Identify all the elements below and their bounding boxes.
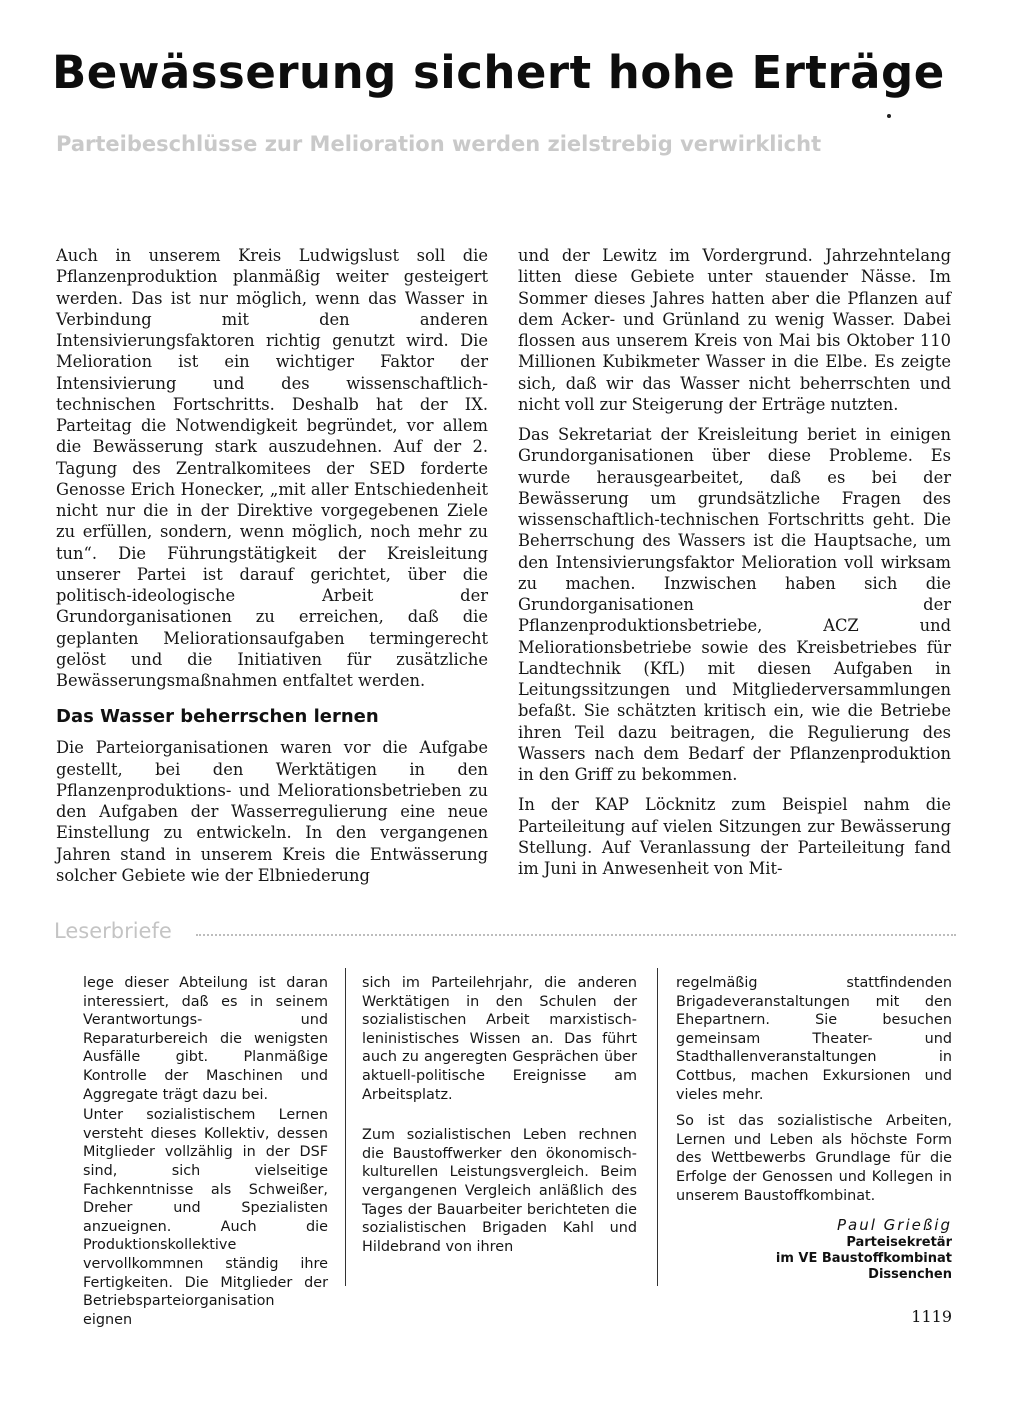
subheadline: Parteibeschlüsse zur Melioration werden zielstrebig verwirklicht: [56, 132, 822, 156]
article-paragraph: Das Sekretariat der Kreisleitung beriet in einigen Grundorganisationen über diese Probleme. Es wurde herausgearbeitet, daß es bei der Bewässerung um grundsätzliche Fragen des wissenschaftlich-technischen Fortschritts geht. Die Beherrschung des Wassers ist die Hauptsache, um den Intensivierungsfaktor Melioration voll wirksam zu machen. Inzwischen haben sich die Grundorganisationen der Pflanzenproduktionsbetriebe, ACZ und Meliorationsbetriebe sowie des Kreisbetriebes für Landtechnik (KfL) mit diesen Aufgaben in Leitungssitzungen und Mitgliederversammlungen befaßt. Sie schätzten kritisch ein, wie die Betriebe ihren Teil dazu beitragen, die Regulierung des Wassers nach dem Bedarf der Pflanzenproduktion in den Griff zu bekommen.: [518, 425, 951, 784]
section-subheading: Das Wasser beherrschen lernen: [56, 706, 379, 728]
letters-column-1: [83, 974, 328, 1329]
letters-column-3: [676, 974, 952, 1283]
author-name: Paul Grießig: [836, 1216, 952, 1235]
article-paragraph: und der Lewitz im Vordergrund. Jahrzehntelang litten diese Gebiete unter stauender Nässe. Im Sommer dieses Jahres hatten aber die Pflanzen auf dem Acker- und Grünland zu wenig Wasser. Dabei flossen aus unserem Kreis von Mai bis Oktober 110 Millionen Kubikmeter Wasser in die Elbe. Es zeigte sich, daß wir das Wasser nicht beherrschten und nicht voll zur Steigerung der Erträge nutzten.: [518, 246, 951, 414]
headline: Bewässerung sichert hohe Erträge: [52, 46, 945, 99]
letter-paragraph: sich im Parteilehrjahr, die anderen Werktätigen in den Schulen der sozialistischen Arbeit marxistisch-leninistisches Wissen an. Das führt auch zu angeregten Gesprächen über aktuell-politische Ereignisse am Arbeitsplatz.: [362, 975, 637, 1103]
author-place: Dissenchen: [868, 1267, 952, 1283]
section-divider: [196, 934, 956, 936]
column-divider: [657, 968, 658, 1286]
author-signature: [676, 1215, 952, 1283]
author-role: Parteisekretär: [846, 1235, 952, 1251]
page-number: 1119: [911, 1307, 952, 1326]
letter-paragraph: So ist das sozialistische Arbeiten, Lernen und Leben als höchste Form des Wettbewerbs Grundlage für die Erfolge der Genossen und Kollegen in unserem Baustoffkombinat.: [676, 1113, 952, 1204]
section-label-leserbriefe: Leserbriefe: [54, 919, 172, 943]
letter-paragraph: regelmäßig stattfindenden Brigadeveranstaltungen mit den Ehepartnern. Sie besuchen gemeinsam Theater- und Stadthallenveranstaltungen in Cottbus, machen Exkursionen und vieles mehr.: [676, 975, 952, 1103]
letter-paragraph: Unter sozialistischem Lernen versteht dieses Kollektiv, dessen Mitglieder vollzählig in der DSF sind, sich vielseitige Fachkenntnisse als Schweißer, Dreher und Spezialisten anzueignen. Auch die Produktionskollektive vervollkommnen ständig ihre Fertigkeiten. Die Mitglieder der Betriebsparteiorganisation eignen: [83, 1107, 328, 1328]
article-paragraph: Die Parteiorganisationen waren vor die Aufgabe gestellt, bei den Werktätigen in den Pflanzenproduktions- und Meliorationsbetrieben zu den Aufgaben der Wasserregulierung eine neue Einstellung zu entwickeln. In den vergangenen Jahren stand in unserem Kreis die Entwässerung solcher Gebiete wie der Elbniederung: [56, 738, 488, 885]
article-column-right: [518, 245, 951, 879]
print-speck: [887, 114, 891, 118]
letters-column-2: [362, 974, 637, 1256]
column-divider: [345, 968, 346, 1286]
article-paragraph: Auch in unserem Kreis Ludwigslust soll die Pflanzenproduktion planmäßig weiter gesteigert werden. Das ist nur möglich, wenn das Wasser in Verbindung mit den anderen Intensivierungsfaktoren richtig genutzt wird. Die Melioration ist ein wichtiger Faktor der Intensivierung und des wissenschaftlich-technischen Fortschritts. Deshalb hat der IX. Parteitag die Notwendigkeit begründet, vor allem die Bewässerung stark auszudehnen. Auf der 2. Tagung des Zentralkomitees der SED forderte Genosse Erich Honecker, „mit aller Entschiedenheit nicht nur die in der Direktive vorgegebenen Ziele zu erfüllen, sondern, wenn möglich, noch mehr zu tun“. Die Führungstätigkeit der Kreisleitung unserer Partei ist darauf gerichtet, über die politisch-ideologische Arbeit der Grundorganisationen zu erreichen, daß die geplanten Meliorationsaufgaben termingerecht gelöst und die Initiativen für zusätzliche Bewässerungsmaßnahmen entfaltet werden.: [56, 246, 488, 690]
letter-paragraph: Zum sozialistischen Leben rechnen die Baustoffwerker den ökonomisch-kulturellen Leistungsvergleich. Beim vergangenen Vergleich anläßlich des Tages der Bauarbeiter berichteten die sozialistischen Brigaden Kahl und Hildebrand von ihren: [362, 1127, 637, 1255]
article-paragraph: In der KAP Löcknitz zum Beispiel nahm die Parteileitung auf vielen Sitzungen zur Bewässerung Stellung. Auf Veranlassung der Parteileitung fand im Juni in Anwesenheit von Mit-: [518, 795, 951, 878]
article-column-left: [56, 245, 488, 886]
letter-paragraph: lege dieser Abteilung ist daran interessiert, daß es in seinem Verantwortungs- und Reparaturbereich die wenigsten Ausfälle gibt. Planmäßige Kontrolle der Maschinen und Aggregate trägt dazu bei.: [83, 975, 328, 1103]
author-company: im VE Baustoffkombinat: [775, 1251, 952, 1267]
